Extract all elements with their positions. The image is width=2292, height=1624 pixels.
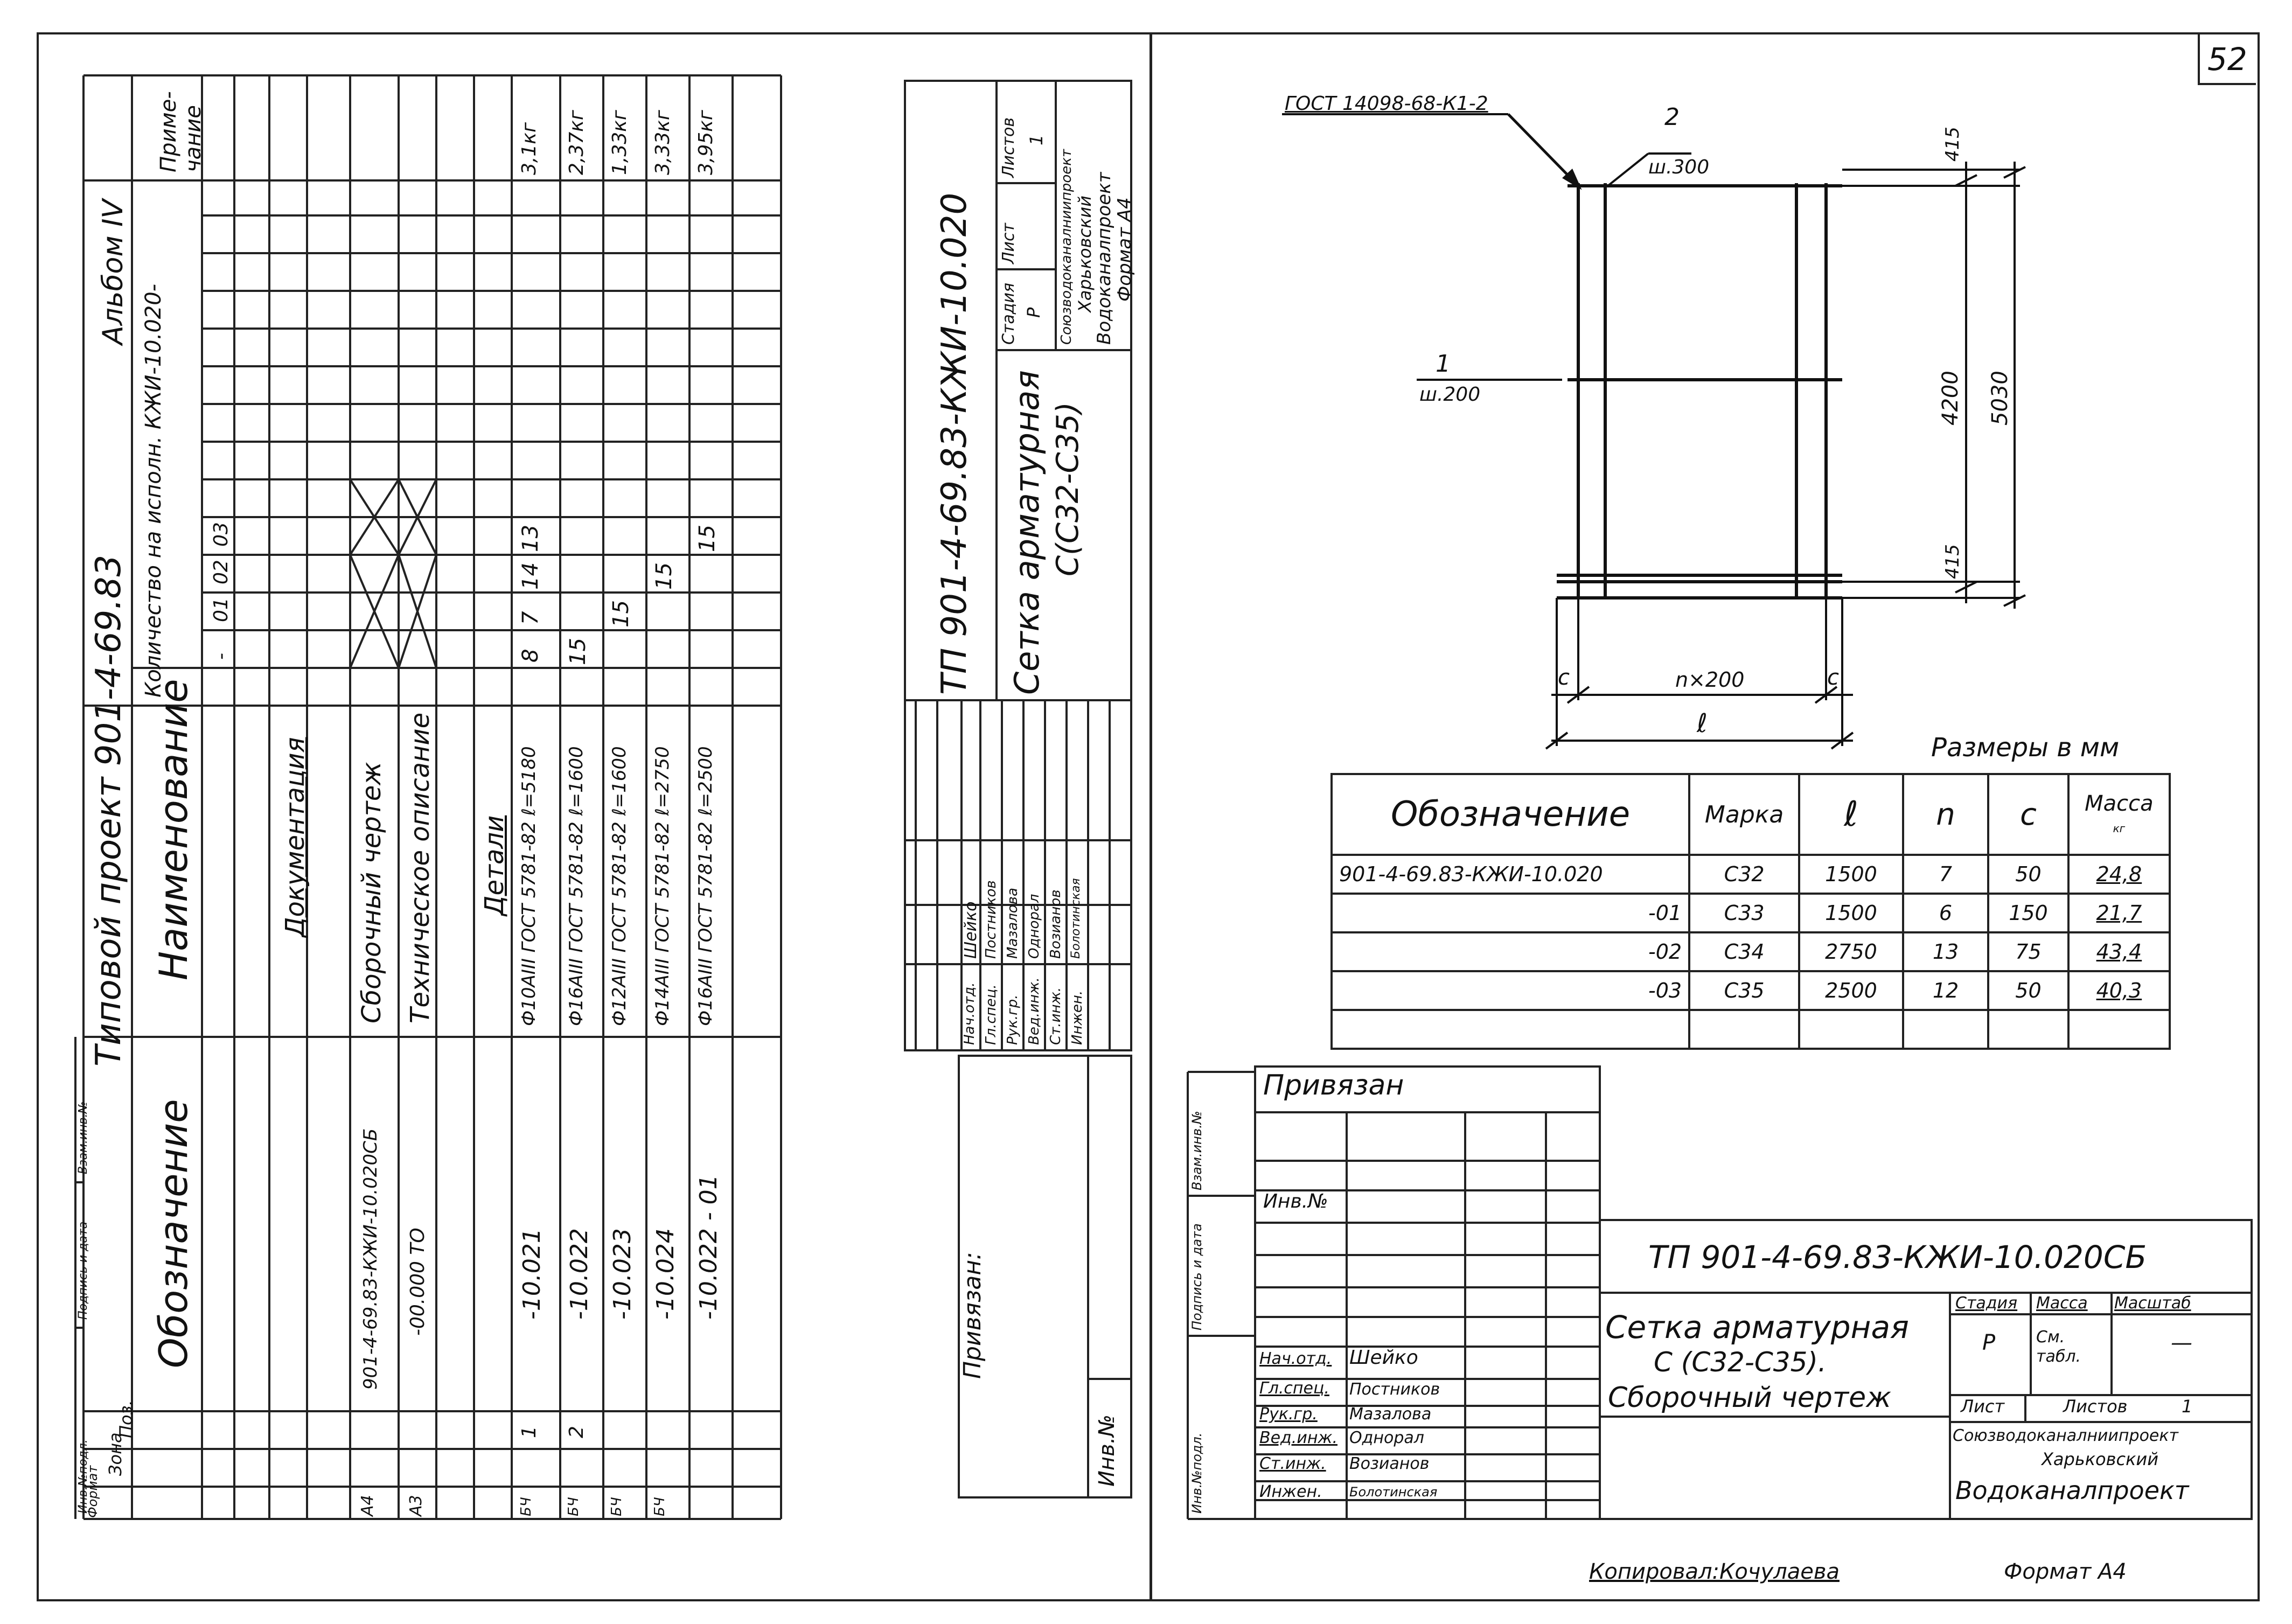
dim-l: ℓ [1697, 708, 1708, 738]
row-name-5: Ф16АIII ГОСТ 5781-82 ℓ=1600 [566, 746, 587, 1026]
left-stamp-sheets: 1 [1026, 134, 1047, 145]
right-privyazan: Привязан [1263, 1069, 1404, 1102]
col-header-designation: Обозначение [151, 1099, 196, 1368]
left-stamp-org-1: Союзводоканалниипроект [1058, 149, 1075, 345]
spec-cell: -02 [1332, 932, 1689, 971]
row-format-7: БЧ [652, 1497, 668, 1516]
left-stamp-sheet-label: Лист [999, 222, 1018, 264]
row-designation-4: -10.021 [518, 1228, 546, 1320]
spec-cell: 50 [1988, 855, 2068, 894]
spec-cell: -01 [1332, 894, 1689, 932]
left-stamp-inv: Инв.№ [1095, 1414, 1119, 1487]
right-role-2: Рук.гр. [1259, 1405, 1318, 1424]
row-name-6: Ф12АIII ГОСТ 5781-82 ℓ=1600 [609, 746, 630, 1026]
right-scale-label: Масштаб [2114, 1294, 2191, 1313]
left-stamp-title-2: С(С32-С35) [1050, 402, 1085, 576]
row-note-8: 3,95кг [695, 110, 717, 175]
label-1-bottom: ш.200 [1419, 384, 1481, 406]
row-designation-2: -00.000 ТО [407, 1228, 429, 1336]
page-number: 52 [2207, 41, 2247, 78]
row-designation-1: 901-4-69.83-КЖИ-10.020СБ [360, 1128, 381, 1390]
spec-cell: С34 [1689, 932, 1799, 971]
row-note-5: 2,37кг [566, 110, 588, 175]
row-name-1: Сборочный чертеж [357, 762, 387, 1023]
row-q0-5: 15 [566, 638, 590, 665]
spec-h-mass-unit: кг [2113, 822, 2126, 835]
row-note-4: 3,1кг [518, 122, 540, 175]
right-scale: — [2171, 1330, 2192, 1355]
right-title-1: Сетка арматурная [1605, 1309, 1909, 1346]
row-pos-5: 2 [566, 1426, 588, 1438]
row-q3-4: 13 [518, 525, 543, 552]
right-mass: См. табл. [2036, 1328, 2081, 1366]
left-stamp-name-1: Постников [983, 880, 999, 959]
spec-cell: 43,4 [2068, 932, 2170, 971]
col-header-qty-2: 02 [210, 560, 232, 584]
spec-cell: С33 [1689, 894, 1799, 932]
dim-4200: 4200 [1938, 371, 1963, 426]
col-header-qty: Количество на исполн. КЖИ-10.020- [141, 283, 166, 698]
row-designation-7: -10.024 [652, 1228, 679, 1320]
row-name-2: Техническое описание [405, 712, 435, 1023]
label-2-top: 2 [1664, 103, 1680, 131]
spec-cell: 6 [1903, 894, 1988, 932]
left-stamp-role-0: Нач.отд. [962, 982, 978, 1045]
spec-cell: С35 [1689, 971, 1799, 1010]
col-header-name: Наименование [151, 679, 196, 980]
spec-cell: 21,7 [2068, 894, 2170, 932]
left-stamp-format: Формат А4 [1114, 197, 1135, 302]
spec-cell: 901-4-69.83-КЖИ-10.020 [1332, 855, 1689, 894]
left-stamp-privyazan: Привязан: [959, 1252, 986, 1379]
col-header-format: Формат [85, 1465, 100, 1518]
row-q1-6: 15 [609, 600, 633, 628]
dim-c-left: с [1558, 665, 1570, 690]
col-header-pos: Поз. [116, 1400, 136, 1438]
right-role-5: Инжен. [1259, 1482, 1322, 1501]
dim-415-top: 415 [1942, 127, 1963, 162]
right-inv: Инв.№ [1263, 1190, 1328, 1212]
left-stamp-role-1: Гл.спец. [983, 984, 999, 1045]
spec-cell: 12 [1903, 971, 1988, 1010]
left-stamp-stage-label: Стадия [999, 282, 1018, 345]
spec-cell: 24,8 [2068, 855, 2170, 894]
right-side-label-2: Взам.инв.№ [1189, 1111, 1204, 1190]
right-name-0: Шейко [1349, 1347, 1418, 1369]
left-side-label-1: Подпись и дата [76, 1221, 90, 1320]
right-side-label-1: Подпись и дата [1189, 1223, 1204, 1330]
spec-cell: 7 [1903, 855, 1988, 894]
right-mass-label: Масса [2036, 1294, 2088, 1313]
left-stamp-org-3: Водоканалпроект [1093, 172, 1115, 345]
row-name-7: Ф14АIII ГОСТ 5781-82 ℓ=2750 [652, 746, 673, 1026]
spec-cell: 40,3 [2068, 971, 2170, 1010]
left-stamp-role-5: Инжен. [1069, 990, 1085, 1045]
row-designation-8: -10.022 - 01 [695, 1174, 722, 1320]
right-org-3: Водоканалпроект [1955, 1476, 2189, 1505]
right-sheets-label: Листов [2063, 1396, 2128, 1417]
left-header-title: Типовой проект 901-4-69.83 [89, 554, 129, 1067]
right-name-1: Постников [1349, 1380, 1440, 1399]
right-name-4: Возианов [1349, 1454, 1430, 1473]
left-stamp-name-3: Однорал [1026, 894, 1042, 959]
row-q1-4: 7 [518, 611, 543, 625]
spec-cell: 1500 [1799, 855, 1903, 894]
col-header-qty-0: - [210, 653, 232, 660]
row-name-3: Детали [479, 815, 510, 916]
row-q2-7: 15 [652, 562, 677, 590]
right-name-5: Болотинская [1349, 1484, 1438, 1500]
row-designation-6: -10.023 [609, 1228, 636, 1320]
right-stage: Р [1982, 1330, 1996, 1355]
right-sheet-label: Лист [1961, 1396, 2005, 1417]
right-role-1: Гл.спец. [1259, 1379, 1329, 1398]
dim-415-bottom: 415 [1942, 544, 1963, 579]
row-format-5: БЧ [566, 1497, 582, 1516]
left-stamp-title-1: Сетка арматурная [1007, 370, 1047, 695]
row-pos-4: 1 [518, 1426, 540, 1438]
spec-h-l: ℓ [1799, 774, 1903, 855]
label-2-bottom: ш.300 [1648, 156, 1710, 178]
left-side-label-0: Инв.№подл. [76, 1439, 90, 1514]
footer-copied: Копировал:Кочулаева [1589, 1559, 1840, 1584]
spec-cell: 1500 [1799, 894, 1903, 932]
row-format-6: БЧ [609, 1497, 625, 1516]
dim-c-right: с [1827, 665, 1839, 690]
row-format-1: А4 [358, 1495, 377, 1516]
left-side-label-2: Взам.инв.№ [76, 1101, 90, 1174]
spec-cell: 13 [1903, 932, 1988, 971]
col-header-zone: Зона [105, 1432, 126, 1476]
left-header-album: Альбом IV [97, 199, 129, 345]
row-q3-8: 15 [695, 525, 720, 552]
right-doc-code: ТП 901-4-69.83-КЖИ-10.020СБ [1648, 1239, 2147, 1275]
left-stamp-role-3: Вед.инж. [1026, 977, 1042, 1045]
row-designation-5: -10.022 [566, 1228, 593, 1320]
spec-cell: 50 [1988, 971, 2068, 1010]
left-stamp-stage: Р [1023, 307, 1044, 318]
col-header-qty-1: 01 [210, 597, 232, 622]
row-note-7: 3,33кг [652, 110, 674, 175]
row-format-2: А3 [407, 1495, 426, 1516]
row-q2-4: 14 [518, 562, 543, 590]
spec-cell: 2750 [1799, 932, 1903, 971]
sizes-note: Размеры в мм [1931, 733, 2120, 763]
left-stamp-name-5: Болотинская [1069, 878, 1083, 959]
left-stamp-name-0: Шейко [962, 901, 980, 959]
spec-h-c: с [1988, 774, 2068, 855]
label-1-top: 1 [1436, 350, 1451, 378]
spec-cell: 2500 [1799, 971, 1903, 1010]
row-format-4: БЧ [518, 1497, 534, 1516]
left-stamp-org-2: Харьковский [1075, 196, 1095, 312]
row-name-8: Ф16АIII ГОСТ 5781-82 ℓ=2500 [695, 746, 716, 1026]
row-note-6: 1,33кг [609, 110, 631, 175]
left-stamp-name-2: Мазалова [1005, 888, 1021, 959]
left-stamp-role-2: Рук.гр. [1005, 994, 1021, 1045]
right-title-2: С (С32-С35). [1654, 1347, 1827, 1378]
right-role-0: Нач.отд. [1259, 1349, 1332, 1368]
right-role-4: Ст.инж. [1259, 1454, 1326, 1473]
right-name-2: Мазалова [1349, 1405, 1432, 1424]
gost-label: ГОСТ 14098-68-К1-2 [1285, 93, 1488, 115]
row-name-4: Ф10АIII ГОСТ 5781-82 ℓ=5180 [518, 746, 540, 1026]
right-name-3: Однорал [1349, 1428, 1424, 1447]
dim-n-x-200: n×200 [1675, 668, 1745, 692]
spec-cell: 150 [1988, 894, 2068, 932]
col-header-note: Приме-чание [156, 91, 206, 172]
dim-5030: 5030 [1988, 371, 2012, 426]
spec-cell: 75 [1988, 932, 2068, 971]
left-stamp-sheets-label: Листов [999, 117, 1018, 178]
spec-h-designation: Обозначение [1332, 774, 1689, 855]
spec-cell: -03 [1332, 971, 1689, 1010]
spec-h-n: n [1903, 774, 1988, 855]
spec-cell: С32 [1689, 855, 1799, 894]
row-name-0: Документация [280, 737, 310, 937]
right-sheets: 1 [2182, 1396, 2193, 1417]
spec-h-mass-label: Масса [2085, 791, 2154, 816]
left-stamp-role-4: Ст.инж. [1048, 987, 1064, 1045]
footer-format: Формат А4 [2004, 1559, 2127, 1584]
spec-h-mark: Марка [1689, 774, 1799, 855]
left-stamp-doc-code: ТП 901-4-69.83-КЖИ-10.020 [935, 192, 974, 695]
right-side-label-0: Инв.№подл. [1189, 1432, 1204, 1514]
right-org-2: Харьковский [2042, 1449, 2158, 1469]
right-role-3: Вед.инж. [1259, 1428, 1337, 1447]
right-stage-label: Стадия [1955, 1294, 2018, 1313]
right-title-3: Сборочный чертеж [1608, 1382, 1891, 1414]
right-org-1: Союзводоканалниипроект [1953, 1426, 2178, 1445]
left-stamp-name-4: Возианов [1048, 889, 1064, 959]
col-header-qty-3: 03 [210, 522, 232, 547]
row-q0-4: 8 [518, 649, 543, 663]
